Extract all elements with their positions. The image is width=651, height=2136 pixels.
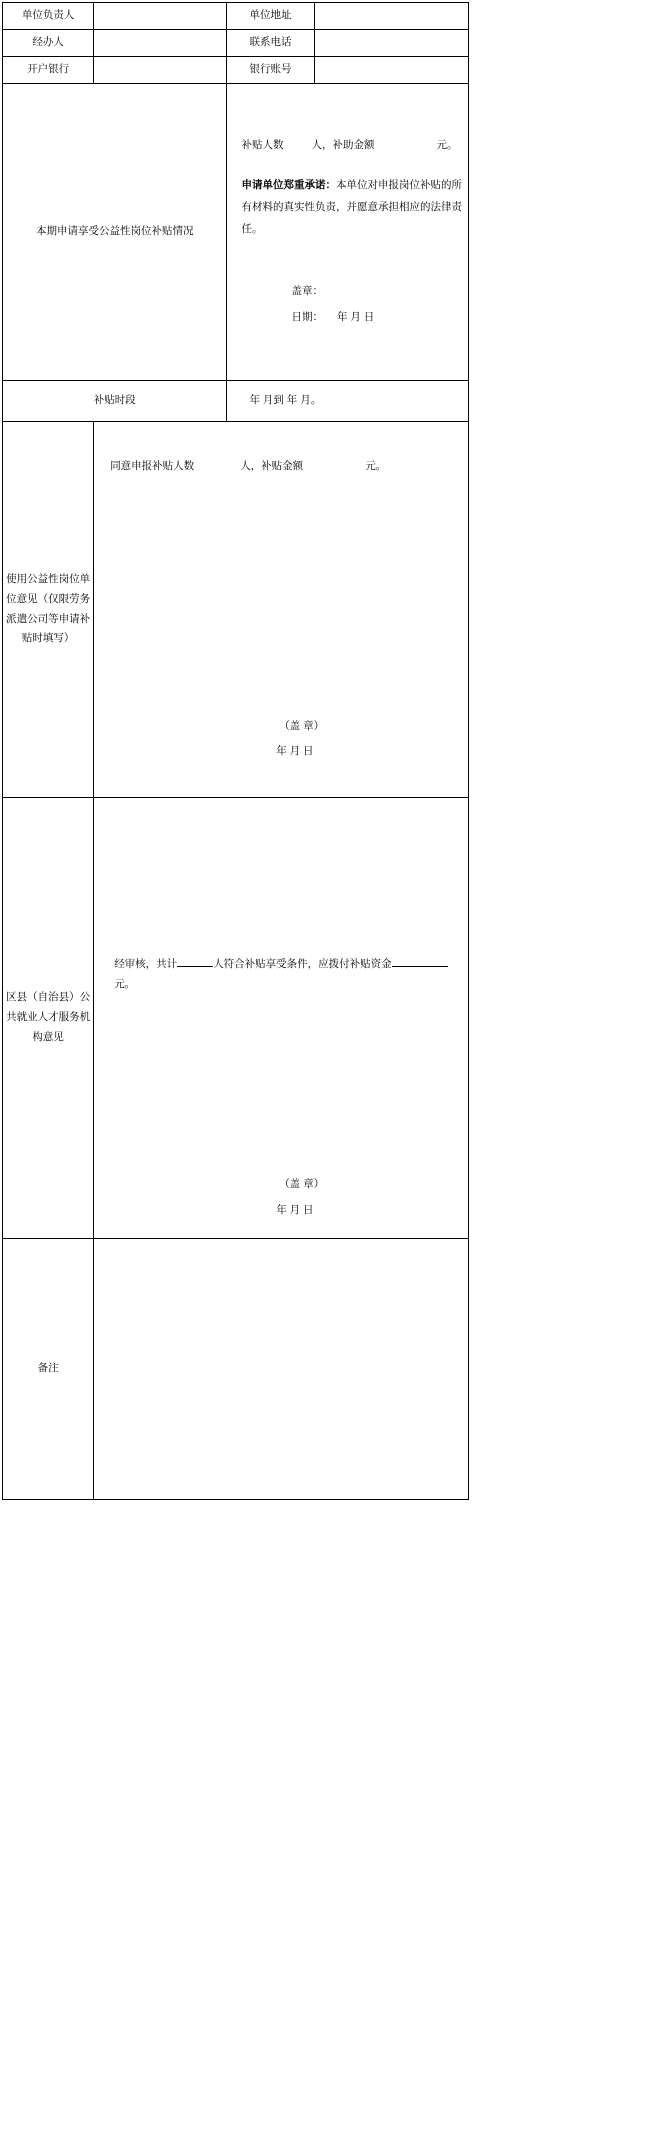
bank-account-value[interactable] bbox=[314, 57, 468, 84]
district-opinion-seal-wrap bbox=[94, 1175, 468, 1221]
unit-opinion-unit: 人，补贴金额 bbox=[240, 459, 304, 472]
district-opinion-date: 年 月 日 bbox=[276, 1203, 314, 1216]
bank-name-value[interactable] bbox=[94, 57, 227, 84]
table-row bbox=[3, 3, 469, 30]
apply-situation-row bbox=[3, 84, 469, 381]
document-page bbox=[0, 2, 651, 2136]
district-opinion-label: 区县（自治县）公共就业人才服务机构意见 bbox=[3, 798, 94, 1239]
unit-opinion-text bbox=[94, 457, 468, 477]
district-opinion-content[interactable] bbox=[94, 798, 469, 1239]
blank-underline-count[interactable] bbox=[177, 956, 213, 968]
promise-text: 本单位对申报岗位补贴的所有材料的真实性负责，并愿意承担相应的法律责任。 bbox=[241, 178, 462, 236]
subsidy-count-unit: 人，补助金额 bbox=[311, 139, 375, 152]
district-opinion-part2: 人符合补贴享受条件，应拨付补贴资金 bbox=[213, 958, 392, 971]
unit-opinion-seal: （盖 章） bbox=[279, 719, 325, 732]
unit-address-label: 单位地址 bbox=[227, 3, 314, 30]
bank-name-label: 开户银行 bbox=[3, 57, 94, 84]
blank-underline-amount[interactable] bbox=[392, 956, 448, 968]
unit-opinion-suffix: 元。 bbox=[365, 459, 387, 472]
seal-label: 盖章： bbox=[291, 285, 323, 298]
remark-label: 备注 bbox=[3, 1239, 94, 1500]
unit-opinion-date: 年 月 日 bbox=[276, 745, 314, 758]
unit-leader-label: 单位负责人 bbox=[3, 3, 94, 30]
apply-situation-content[interactable] bbox=[227, 84, 469, 381]
subsidy-amount-unit: 元。 bbox=[436, 139, 458, 152]
remark-value[interactable] bbox=[94, 1239, 469, 1500]
subsidy-count-prefix: 补贴人数 bbox=[241, 139, 284, 152]
unit-opinion-row bbox=[3, 422, 469, 798]
promise-title: 申请单位郑重承诺： bbox=[241, 178, 336, 191]
subsidy-period-row bbox=[3, 381, 469, 422]
district-opinion-seal: （盖 章） bbox=[279, 1178, 325, 1190]
bank-account-label: 银行账号 bbox=[227, 57, 314, 84]
handler-label: 经办人 bbox=[3, 30, 94, 57]
table-row bbox=[3, 30, 469, 57]
promise-paragraph bbox=[227, 174, 468, 240]
unit-opinion-seal-wrap bbox=[94, 717, 468, 763]
unit-opinion-label: 使用公益性岗位单位意见（仅限劳务派遣公司等申请补贴时填写） bbox=[3, 422, 94, 798]
remark-row bbox=[3, 1239, 469, 1500]
handler-value[interactable] bbox=[94, 30, 227, 57]
date-ymd: 年 月 日 bbox=[336, 311, 375, 324]
contact-phone-label: 联系电话 bbox=[227, 30, 314, 57]
unit-opinion-content[interactable] bbox=[94, 422, 469, 798]
district-opinion-text bbox=[94, 955, 468, 995]
apply-situation-label: 本期申请享受公益性岗位补贴情况 bbox=[3, 84, 227, 381]
contact-phone-value[interactable] bbox=[314, 30, 468, 57]
district-opinion-part1: 经审核，共计 bbox=[114, 958, 178, 971]
district-opinion-part3: 元。 bbox=[114, 978, 136, 991]
date-line bbox=[227, 308, 468, 328]
subsidy-count-line bbox=[227, 136, 468, 156]
subsidy-period-label: 补贴时段 bbox=[3, 381, 227, 422]
date-label: 日期： bbox=[291, 311, 323, 324]
unit-opinion-prefix: 同意申报补贴人数 bbox=[110, 459, 195, 472]
subsidy-application-form bbox=[2, 2, 469, 1500]
unit-address-value[interactable] bbox=[314, 3, 468, 30]
district-opinion-row bbox=[3, 798, 469, 1239]
table-row bbox=[3, 57, 469, 84]
unit-leader-value[interactable] bbox=[94, 3, 227, 30]
subsidy-period-value[interactable]: 年 月到 年 月。 bbox=[227, 381, 469, 422]
